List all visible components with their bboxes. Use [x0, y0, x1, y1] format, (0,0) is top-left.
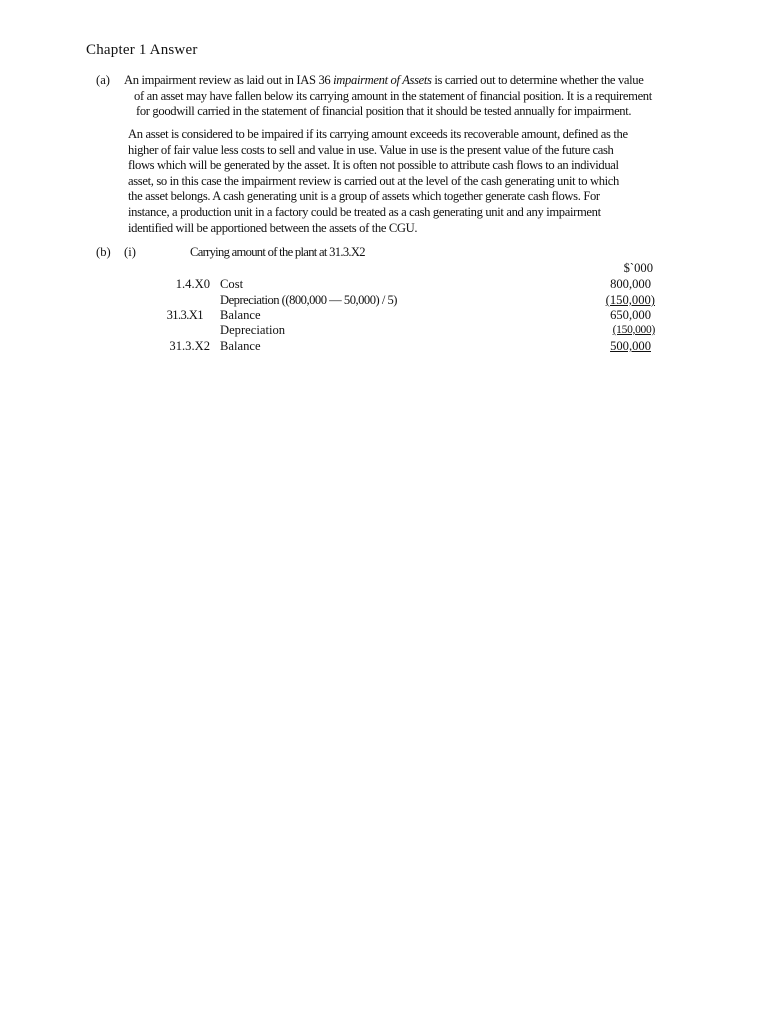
row-description: Balance [220, 339, 261, 353]
part-a-para2-line: An asset is considered to be impaired if its carrying amount exceeds its recoverable amount, defined as the [128, 127, 628, 141]
part-a-para2-line: the asset belongs. A cash generating unit is a group of assets which together generate cash flows. For [128, 189, 600, 204]
row-amount: 800,000 [610, 277, 651, 291]
table-row [0, 307, 768, 323]
row-description: Cost [220, 277, 244, 291]
part-a-label: (a) [96, 73, 110, 87]
part-a-line-2: of an asset may have fallen below its carrying amount in the statement of financial position. It is a requirement [134, 88, 652, 103]
row-amount: 500,000 [610, 339, 651, 353]
part-a-line-1-post: is carried out to determine whether the value [431, 73, 644, 87]
currency-header: $`000 [623, 261, 653, 275]
table-row [0, 322, 768, 338]
row-amount: 650,000 [610, 308, 651, 322]
part-a-para2-line: identified will be apportioned between the assets of the CGU. [128, 220, 418, 235]
part-a-line-1 [124, 73, 672, 89]
part-a-para2-line: instance, a production unit in a factory could be treated as a cash generating unit and any impairment [128, 204, 601, 219]
part-b-label: (b) [96, 245, 111, 259]
row-date: 31.3.X2 [169, 339, 210, 353]
row-amount: (150,000) [605, 293, 655, 307]
part-a-line-1-pre: An impairment review as laid out in IAS 36 [124, 73, 334, 87]
row-description: Depreciation [220, 323, 286, 337]
table-row [0, 338, 768, 354]
row-description: Depreciation ((800,000 — 50,000) / 5) [220, 293, 398, 307]
part-a-para2-line: asset, so in this case the impairment review is carried out at the level of the cash generating unit to which [128, 173, 619, 188]
row-description: Balance [220, 308, 261, 322]
chapter-title: Chapter 1 Answer [86, 42, 198, 58]
table-row [0, 276, 768, 292]
row-amount: (150,000) [612, 324, 655, 336]
table-header-row [0, 260, 768, 276]
standard-title-italic: impairment of Assets [333, 73, 432, 87]
part-a-para2-line: flows which will be generated by the asset. It is often not possible to attribute cash flows to an individual [128, 158, 619, 173]
part-a-paragraph-2 [128, 127, 663, 236]
part-a-line-3: for goodwill carried in the statement of financial position that it should be tested annually for impairment. [136, 104, 632, 119]
row-date: 31.3.X1 [166, 308, 203, 322]
part-a-para2-line: higher of fair value less costs to sell and value in use. Value in use is the present value of the future cash [128, 142, 614, 157]
row-date: 1.4.X0 [175, 277, 210, 291]
table-row [0, 292, 768, 308]
part-a-paragraph-1 [124, 73, 672, 120]
part-b-sub-label: (i) [124, 245, 136, 259]
part-b-heading: Carrying amount of the plant at 31.3.X2 [190, 245, 365, 259]
